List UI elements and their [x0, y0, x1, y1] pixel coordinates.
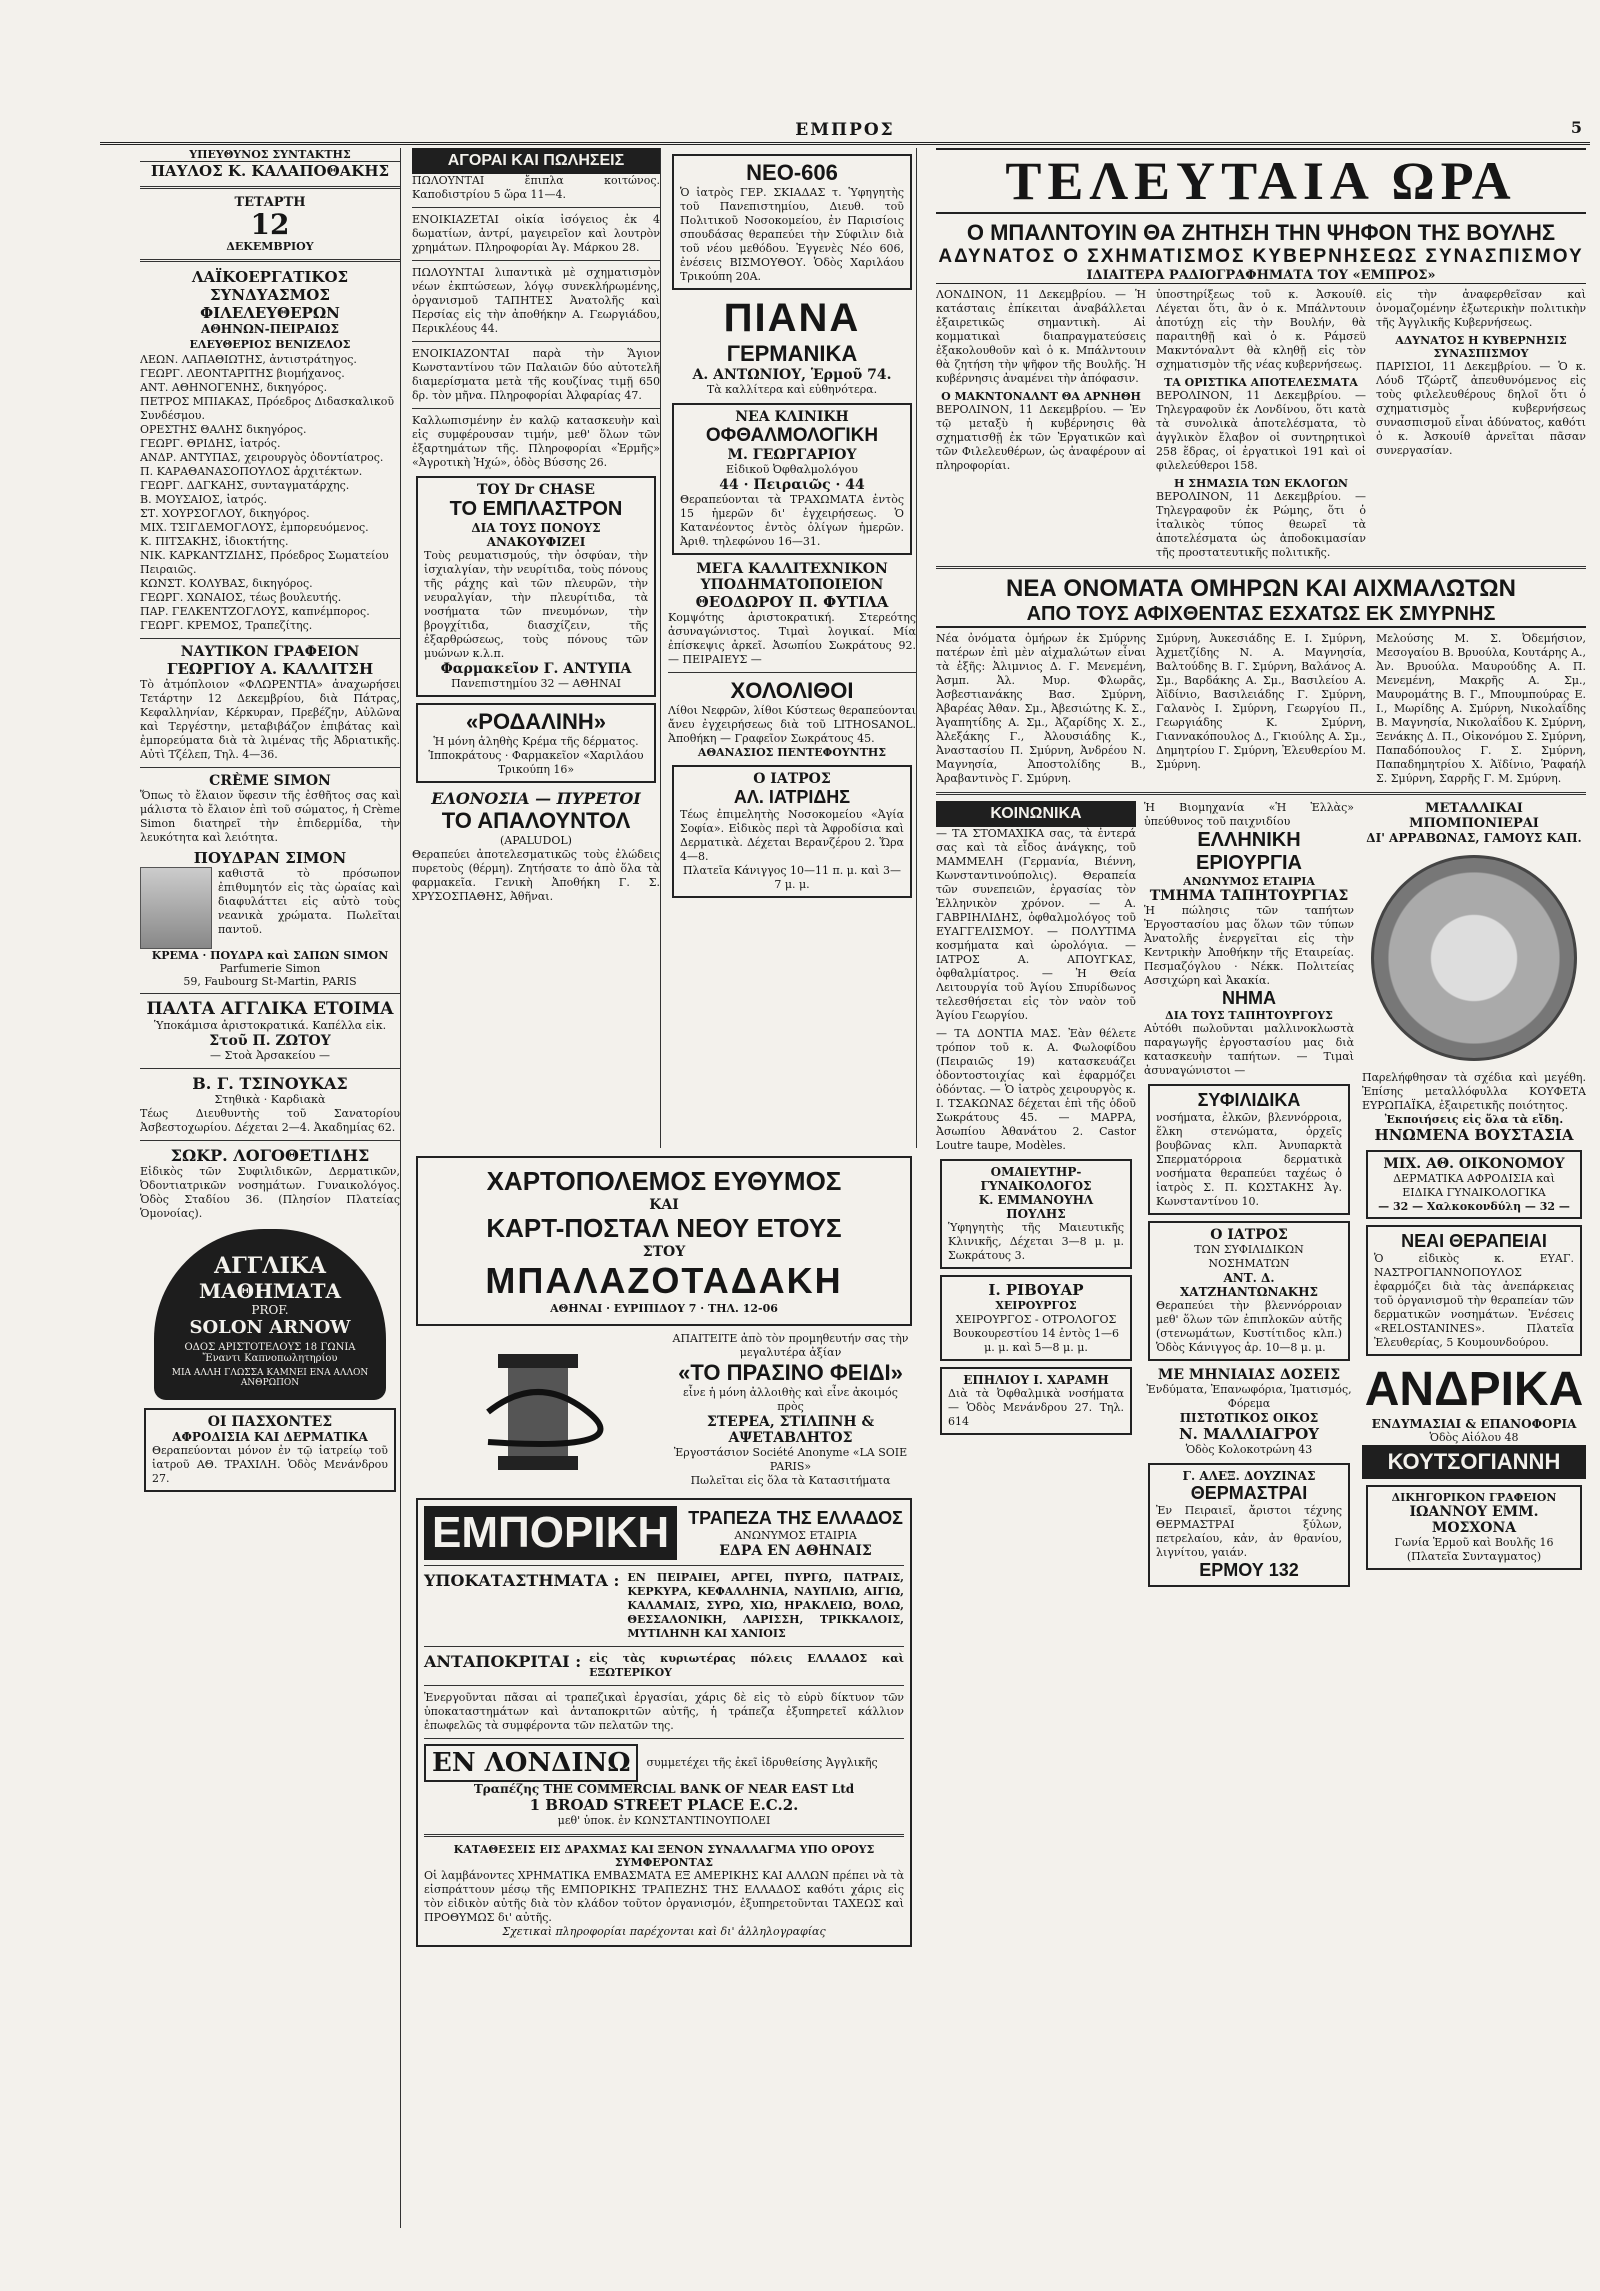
piano-sub: ΓΕΡΜΑΝΙΚΑ	[726, 341, 858, 366]
column-1	[140, 148, 401, 2228]
bank-text: Ἐνεργοῦνται πᾶσαι αἱ τραπεζικαὶ ἐργασίαι, χάρις δὲ εἰς τὸ εὐρὺ δίκτυον τῶν ὑποκαταστημάτων καὶ ἀνταποκριτῶν αὐτῆς, ἡ τράπεζα ἐξυπηρετεῖ κάλλιον ἐπωφελῶς τὰ συμφέροντα τῶν πελατῶν της.	[424, 1691, 904, 1732]
koinonika-title: ΚΟΙΝΩΝΙΚΑ	[936, 801, 1136, 827]
powder-text: καθιστᾶ τὸ πρόσωπον ἐπιθυμητόν εἰς τὰς ὡραίας καὶ διαφυλάττει εἰς αὐτὸ τοὺς νεανικὰ χρώματα. Πωλεῖται παντοῦ.	[218, 867, 400, 936]
bell-line-5: ΟΔΟΣ ΑΡΙΣΤΟΤΕΛΟΥΣ 18 ΓΩΝΙΑ	[184, 1342, 356, 1353]
club-member-17: ΓΕΩΡΓ. ΚΡΕΜΟΣ, Τραπεζίτης.	[140, 619, 313, 632]
news-2-heading-b: Η ΣΗΜΑΣΙΑ ΤΩΝ ΕΚΛΟΓΩΝ	[1174, 477, 1348, 490]
hololithoi-title: ΧΟΛΟΛΙΘΟΙ	[730, 678, 854, 703]
eye-clinic-name: Μ. ΓΕΩΡΓΑΡΙΟΥ	[727, 447, 857, 463]
classified-1: ΠΩΛΟΥΝΤΑΙ ἔπιπλα κοιτώνος. Καποδιστρίου 5 ὥρα 11—4.	[412, 174, 660, 201]
bonbonniere-seal-illustration	[1371, 855, 1577, 1061]
war-title: ΧΑΡΤΟΠΟΛΕΜΟΣ ΕΥΘΥΜΟΣ	[486, 1166, 842, 1196]
snake-address: Πωλεῖται εἰς ὅλα τὰ Κατασιτήματα	[690, 1474, 891, 1487]
metal-firm: ΗΝΩΜΕΝΑ ΒΟΥΣΤΑΣΙΑ	[1374, 1126, 1574, 1144]
rodalini-sub: Ἡ μόνη ἀληθὴς Κρέμα τῆς δέρματος.	[433, 735, 639, 748]
therapies-text: Ὁ εἰδικὸς κ. ΕΥΑΓ. ΝΑΣΤΡΟΓΙΑΝΝΟΠΟΥΛΟΣ ἐφαρμόζει διὰ τὰς ἀνεπάρκειας τοῦ ὀργανισμοῦ τὴν θεραπείαν τῶν δερματικῶν νοσημάτων. Ἐνέσεις «RELOSTANINES». Πλατεῖα Ἐλευθερίας, 5 Κουμουνδούρου.	[1374, 1252, 1574, 1349]
club-member-list	[140, 353, 400, 633]
adelf-line: ΑΘΑΝΑΣΙΟΣ ΠΕΝΤΕΦΟΥΝΤΗΣ	[697, 746, 887, 759]
war-address: ΑΘΗΝΑΙ · ΕΥΡΙΠΙΔΟΥ 7 · ΤΗΛ. 12-06	[550, 1302, 778, 1315]
tsinoukas-text: Τέως Διευθυντὴς τοῦ Σανατορίου Ἀσβεστοχωρίου. Δέχεται 2—4. Ἀκαδημίας 62.	[140, 1107, 400, 1134]
nima-sub: ΔΙΑ ΤΟΥΣ ΤΑΠΗΤΟΥΡΓΟΥΣ	[1165, 1009, 1333, 1022]
neo606-text: Ὁ ἰατρὸς ΓΕΡ. ΣΚΙΑΔΑΣ τ. Ὑφηγητὴς τοῦ Πανεπιστημίου, Διευθ. τοῦ Πολιτικοῦ Νοσοκομείου, ἐν Παρισίοις σπουδάσας θεραπεύει τὴν Σύφιλιν διὰ τοῦ νέου μεθόδου. Ἐγγενὲς Νέο 606, ἐνέσεις ΒΙΣΜΟΥΘΟΥ. Ὁδὸς Χαριλάου Τρικούπη 20Α.	[680, 186, 904, 283]
war-shop: ΜΠΑΛΑΖΟΤΑΔΑΚΗ	[485, 1260, 843, 1301]
page-header	[100, 118, 1590, 145]
douzinas-title: ΘΕΡΜΑΣΤΡΑΙ	[1190, 1483, 1308, 1503]
iatridis-address: Πλατεῖα Κάνιγγος 10—11 π. μ. καὶ 3—7 μ. μ.	[682, 864, 902, 891]
club-member-9: Β. ΜΟΥΣΑΙΟΣ, ἰατρός.	[140, 493, 268, 506]
club-member-7: Π. ΚΑΡΑΘΑΝΑΣΟΠΟΥΛΟΣ ἀρχιτέκτων.	[140, 465, 363, 478]
correspondents-text: εἰς τὰς κυριωτέρας πόλεις ΕΛΛΑΔΟΣ καὶ ΕΞΩΤΕΡΙΚΟΥ	[589, 1652, 904, 1679]
bell-line-6: Ἔναντι Καπνοπωλητηρίου	[202, 1353, 338, 1364]
london-bank: Τραπέζης THE COMMERCIAL BANK OF NEAR EAST Ltd	[473, 1782, 855, 1796]
andrika-name: ΚΟΥΤΣΟΓΙΑΝΝΗ	[1362, 1445, 1586, 1479]
metal-text: Παρελήφθησαν τὰ σχέδια καὶ μεγέθη. Ἐπίσης μεταλλόφυλλα ΚΟΥΦΕΤΑ ΕΥΡΩΠΑΪΚΑ, ἐξαιρετικῆς ποιότητος.	[1362, 1071, 1586, 1112]
london-address: 1 BROAD STREET PLACE E.C.2.	[529, 1796, 799, 1814]
metal-title: ΜΕΤΑΛΛΙΚΑΙ ΜΠΟΜΠΟΝΙΕΡΑΙ	[1409, 801, 1539, 831]
club-member-3: ΠΕΤΡΟΣ ΜΠΙΑΚΑΣ, Πρόεδρος Διδασκαλικοῦ Συνδέσμου.	[140, 395, 395, 422]
tsinoukas-name: Β. Γ. ΤΣΙΝΟΥΚΑΣ	[192, 1074, 348, 1093]
mammeli-text: Ὑφηγητὴς τῆς Μαιευτικῆς Κλινικῆς, Δέχεται 3—8 μ. μ. Σωκράτους 3.	[948, 1221, 1124, 1262]
metal-note: Ἐκποιήσεις εἰς ὅλα τὰ εἴδη.	[1384, 1113, 1564, 1126]
editor-name: ΠΑΥΛΟΣ Κ. ΚΑΛΑΠΟΘΑΚΗΣ	[150, 162, 390, 180]
club-member-11: ΜΙΧ. ΤΣΙΓΔΕΜΟΓΛΟΥΣ, ἐμπορευόμενος.	[140, 521, 369, 534]
bell-line-3: PROF.	[251, 1303, 289, 1317]
news-1-heading: Ο ΜΑΚΝΤΟΝΑΛΝΤ ΘΑ ΑΡΝΗΘΗ	[941, 390, 1141, 403]
andrika-address: Ὁδὸς Αἰόλου 48	[1429, 1431, 1519, 1444]
club-member-0: ΛΕΩΝ. ΛΑΠΑΘΙΩΤΗΣ, ἀντιστράτηγος.	[140, 353, 357, 366]
oikonomou-name: ΜΙΧ. ΑΘ. ΟΙΚΟΝΟΜΟΥ	[1383, 1156, 1565, 1172]
apaludol-text: Θεραπεύει ἀποτελεσματικῶς τοὺς ἐλώδεις πυρετοὺς (θέρμη). Ζητήσατε το ἀπὸ ὅλα τὰ φαρμακεῖα. Γενικὴ Ἀποθήκη Γ. Σ. ΧΡΥΣΟΣΠΑΘΗΣ, Ἀθῆναι.	[412, 848, 660, 903]
issue-date: 12	[250, 208, 290, 241]
bank-title: ΤΡΑΠΕΖΑ ΤΗΣ ΕΛΛΑΔΟΣ	[688, 1507, 903, 1528]
main-news-area	[936, 148, 1586, 2248]
shoe-name: ΘΕΟΔΩΡΟΥ Π. ΦΥΤΙΛΑ	[695, 593, 889, 611]
remittance-text: Οἱ λαμβάνοντες ΧΡΗΜΑΤΙΚΑ ΕΜΒΑΣΜΑΤΑ ΕΞ ΑΜΕΡΙΚΗΣ ΚΑΙ ΑΛΛΩΝ πρέπει νὰ τὰ εἰσπράττουν μέσῳ τῆς ΕΜΠΟΡΙΚΗΣ ΤΡΑΠΕΖΗΣ ΤΗΣ ΕΛΛΑΔΟΣ καθότι χάρις εἰς τὸν εἰδικὸν αὐτῆς διὰ τὸν κλάδον τοῦτον ὀργανισμόν, ἐξυπηρετοῦνται ΤΑΧΕΩΣ καὶ ΠΡΟΘΥΜΩΣ δι' αὐτῆς.	[424, 1869, 904, 1924]
rodalini-title: «ΡΟΔΑΛΙΝΗ»	[466, 709, 606, 734]
chase-text: Τοὺς ρευματισμούς, τὴν ὀσφύαν, τὴν ἰσχιαλγίαν, τὴν νευρίτιδα, τοὺς πόνους τῆς ράχης καὶ τῶν πλευρῶν, τὴν νευραλγίαν, τὴν πλευρίτιδα, τὰ νοσήματα τῶν πνευμόνων, τὴν βρογχίτιδα, διασχίζειν, τῆς ἐξαρθρώσεως, τοὺς πόνους τῶν μυώνων κ.λ.π.	[424, 549, 648, 660]
classified-3: ΠΩΛΟΥΝΤΑΙ λιπαντικὰ μὲ σχηματισμὸν νέων ἐκπτώσεων, λόγῳ συνεκλήρωμένης, ὀργανισμοῦ ΤΑΠΗΤΕΣ Ἀνατολῆς καὶ Περσίας εἰς τὴν ἀποθήκην Α. Γεωργιάδου, Περικλέους 44.	[412, 266, 660, 335]
page-number: 5	[1570, 118, 1582, 137]
bank-sub: ΑΝΩΝΥΜΟΣ ΕΤΑΙΡΙΑ	[734, 1528, 857, 1542]
middle-ads-column	[936, 801, 1136, 1593]
lower-wide-block	[412, 1150, 916, 1953]
parfumerie-name: Parfumerie Simon	[219, 962, 321, 975]
news-3: εἰς τὴν ἀναφερθεῖσαν καὶ ὀνομαζομένην ἐξωτερικὴν πολιτικὴν τῆς Ἀγγλικῆς Κυβερνήσεως.	[1376, 288, 1586, 329]
eye-clinic-text: Θεραπεύονται τὰ ΤΡΑΧΩΜΑΤΑ ἐντὸς 15 ἡμερῶν δι' ἐγχειρήσεως. Ὁ Κατανέοντος ἐντὸς ὀλίγων ἡμερῶν. Ἀριθ. τηλεφώνου 16—31.	[680, 493, 904, 548]
news-1-body: ΒΕΡΟΛΙΝΟΝ, 11 Δεκεμβρίου. — Ἐν τῷ μεταξὺ ἡ κυβέρνησις θὰ σχηματισθῇ ἐκ τῶν Ἐργατικῶν καὶ τῶν Φιλελευθέρων, ὡς ἀναφέρουν αἱ πληροφορίαι.	[936, 403, 1146, 472]
chase-maker: Φαρμακεῖον Γ. ΑΝΤΥΠΑ	[440, 661, 632, 677]
issue-day: ΤΕΤΑΡΤΗ	[234, 195, 306, 210]
branches-list: ΕΝ ΠΕΙΡΑΙΕΙ, ΑΡΓΕΙ, ΠΥΡΓΩ, ΠΑΤΡΑΙΣ, ΚΕΡΚΥΡΑ, ΚΕΦΑΛΛΗΝΙΑ, ΝΑΥΠΛΙΩ, ΑΙΓΙΩ, ΚΑΛΑΜΑΙΣ, ΣΥΡΩ, ΧΙΩ, ΗΡΑΚΛΕΙΩ, ΒΟΛΩ, ΘΕΣΣΑΛΟΝΙΚΗ, ΛΑΡΙΣΣΗ, ΤΡΙΚΚΑΛΟΙΣ, ΜΥΤΙΛΗΝΗ ΚΑΙ ΧΑΝΙΟΙΣ	[627, 1571, 904, 1640]
column-3	[668, 148, 917, 1148]
oikonomou-spec: ΔΕΡΜΑΤΙΚΑ ΑΦΡΟΔΙΣΙΑ καὶ ΕΙΔΙΚΑ ΓΥΝΑΙΚΟΛΟΓΙΚΑ	[1393, 1172, 1555, 1199]
iatridis-name: ΑΛ. ΙΑΤΡΙΔΗΣ	[733, 787, 851, 807]
neo606-title: ΝΕΟ-606	[746, 160, 838, 185]
iatridis-text: Τέως ἐπιμελητὴς Νοσοκομείου «Ἀγία Σοφία». Εἰδικὸς περὶ τὰ Ἀφροδίσια καὶ Δερματικὰ. Δέχεται Βερανζέρου 2. Ὥρα 4—8.	[680, 808, 904, 863]
douzinas-text: Ἐν Πειραιεῖ, ἄριστοι τέχνης ΘΕΡΜΑΣΤΡΑΙ ξύλων, πετρελαίου, κἀν, ἀν θρανίου, λιγνίτου, γαιάν.	[1156, 1504, 1342, 1559]
war-cards: ΚΑΡΤ-ΠΟΣΤΑΛ ΝΕΟΥ ΕΤΟΥΣ	[486, 1213, 842, 1243]
iatridis-label: Ο ΙΑΤΡΟΣ	[753, 771, 831, 787]
apaludol-big: ΤΟ ΑΠΑΛΟΥΝΤΟΛ	[441, 808, 631, 833]
logothetidis-name: ΣΩΚΡ. ΛΟΓΟΘΕΤΙΔΗΣ	[170, 1146, 370, 1165]
london-text: συμμετέχει τῆς ἐκεῖ ἰδρυθείσης Ἀγγλικῆς	[646, 1756, 878, 1769]
news-2-body-b: ΒΕΡΟΛΙΝΟΝ, 11 Δεκεμβρίου. — Τηλεγραφοῦν ἐκ Ρώμης, ὅτι ὁ ἰταλικὸς τύπος θεωρεῖ τὰ ἀποτελέσματα ὡς ἀποδοκιμασίαν τῆς προστατευτικῆς πολιτικῆς.	[1156, 490, 1366, 559]
parfumerie-address: 59, Faubourg St-Martin, PARIS	[183, 975, 357, 988]
logothetidis-text: Εἰδικὸς τῶν Συφιλιδικῶν, Δερματικῶν, Ὀδοντιατρικῶν νοσημάτων. Γυναικολόγος. Ὁδὸς Σταδίου 36. (Πλησίον Πλατείας Ὁμονοίας).	[140, 1165, 400, 1220]
london-branch: μεθ' ὑποκ. ἐν ΚΩΝΣΤΑΝΤΙΝΟΥΠΟΛΕΙ	[557, 1814, 771, 1827]
koinonika-text-b: — ΤΑ ΔΟΝΤΙΑ ΜΑΣ. Ἐὰν θέλετε τρόπον τοῦ κ. Α. Φωλοφίδου (Πειραιῶς 19) κατασκευάζει ὀδοντοστοιχίας καὶ ἐφαρμόζει ὀδόντας. — Ὁ ἰατρὸς χειρουργὸς κ. Ι. ΤΣΑΚΩΝΑΣ δέχεται ἐπὶ τῆς ὁδοῦ Σωκράτους 45. — ΜΑΡΡΑ, Ἀσωπίου Ἀθανάτου 2. Castor Loutre taupe, Modèles.	[936, 1027, 1136, 1152]
koinonika-text: — ΤΑ ΣΤΟΜΑΧΙΚΑ σας, τὰ ἐντερά σας καὶ τὰ εἶδος ἀνάγκης, τοῦ ΜΑΜΜΕΛΗ (Γερμανία, Βιέννη, Κωνσταντινούπολις). Θεραπεία τῶν συνεπειῶν, ἐργασίας τὸν Ἑλληνικὸν χρόνον. — Α. ΓΑΒΡΙΗΛΙΔΗΣ, ὀφθαλμολόγος τοῦ ΕΥΑΓΓΕΛΙΣΜΟΥ. — ΠΟΛΥΤΙΜΑ κοσμήματα καὶ ὡρολόγια. — ΙΑΤΡΟΣ Α. ΑΠΟΥΓΚΑΣ, ὀφθαλμίατρος. — Ἡ Θεία Λειτουργία τοῦ Ἁγίου Σπυρίδωνος τελεσθήσεται εἰς τὸν ναὸν τοῦ Ἁγίου Γεωργίου.	[936, 827, 1136, 1022]
mammeli-title: ΟΜΑΙΕΥΤΗΡ-ΓΥΝΑΙΚΟΛΟΓΟΣ	[980, 1165, 1092, 1193]
chase-big: ΤΟ ΕΜΠΛΑΣΤΡΟΝ	[449, 498, 623, 520]
club-lead: ΕΛΕΥΘΕΡΙΟΣ ΒΕΝΙΖΕΛΟΣ	[189, 338, 351, 351]
issue-month: ΔΕΚΕΜΒΡΙΟΥ	[226, 240, 314, 253]
names-col-c: Μελούσης Μ. Σ. Ὀδεμήσιον, Μεσογαίου Β. Βρυούλα, Κουτάρης Α., Ἀν. Βρυούλα. Μαυρούδης Α. Π. Μενεμένη, Μακρῆς Α. Σμ., Μαυρομάτης Β. Γ., Μπουμπούρας Ε. Ι., Μωρίδης Α. Σμύρνη, Νικολαΐδης Β. Μαγνησία, Νικολαΐδου Κ. Σμύρνη, Ξενάκης Δ. Π., Οἰκονόμου Σ. Σμύρνη, Παπαδόπουλος Γ. Σ. Σμύρνη, Παπαδημητρίου Χ. Ἀϊδίνιο, Ῥαφαήλ Σ. Σμύρνη, Σαρρῆς Γ. Μ. Σμύρνη.	[1376, 632, 1586, 785]
club-title: ΛΑΪΚΟΕΡΓΑΤΙΚΟΣ ΣΥΝΔΥΑΣΜΟΣ ΦΙΛΕΛΕΥΘΕΡΩΝ	[191, 268, 349, 322]
right-ads-column	[1362, 801, 1586, 1593]
harami-title: ΕΠΗΛΙΟΥ Ι. ΧΑΡΑΜΗ	[963, 1373, 1109, 1387]
snake-text: εἶνε ἡ μόνη ἀλλοιθὴς καὶ εἶνε ἀκοιμός πρὸς	[683, 1386, 898, 1413]
eriourgia-text: Ἡ πώλησις τῶν ταπήτων Ἐργοστασίου μας ὅλων τῶν τύπων Ἀνατολῆς ἐνεργεῖται εἰς τὴν Κεντρικὴν Ἀποθήκην τῆς Εταιρείας. Πεσμαζόγλου · Νέκκ. Πολιτείας Ασσιχώρη καὶ Ἀκακία.	[1144, 904, 1354, 987]
club-member-13: ΝΙΚ. ΚΑΡΚΑΝΤΖΙΔΗΣ, Πρόεδρος Σωματείου Πειραιῶς.	[140, 549, 389, 576]
bell-line-1: ΑΓΓΛΙΚΑ	[214, 1253, 326, 1279]
shoe-text: Κομψότης ἀριστοκρατική. Στερεότης ἀσυναγώνιστος. Τιμαὶ λογικαί. Μία ἐπίσκεψις ἀρκεῖ. Ἀσωπίου Σωκράτους 92. — ΠΕΙΡΑΙΕΥΣ —	[668, 611, 916, 666]
club-member-4: ΟΡΕΣΤΗΣ ΘΑΛΗΣ δικηγόρος.	[140, 423, 307, 436]
chase-address: Πανεπιστημίου 32 — ΑΘΗΝΑΙ	[451, 677, 621, 690]
english-coats-sub: Ὑποκάμισα ἀριστοκρατικά. Καπέλλα εἰκ.	[153, 1019, 387, 1032]
zant-name: ΑΝΤ. Δ. ΧΑΤΖΗΑΝΤΩΝΑΚΗΣ	[1179, 1271, 1319, 1299]
pax-sub: ΑΦΡΟΔΙΣΙΑ ΚΑΙ ΔΕΡΜΑΤΙΚΑ	[172, 1430, 368, 1444]
news-2-body: ΒΕΡΟΛΙΝΟΝ, 11 Δεκεμβρίου. — Τηλεγραφοῦν ἐκ Λονδίνου, ὅτι κατὰ τὰ συνολικὰ ἀποτελέσματα, τὸ ἀγγλικὸν ἔλαβον οἱ συντηρητικοὶ 258 ἕδρας, οἱ ἐργατικοὶ 191 καὶ οἱ φιλελεύθεροι 158.	[1156, 389, 1366, 472]
classified-4: ΕΝΟΙΚΙΑΖΟΝΤΑΙ παρὰ τὴν Ἅγιον Κωνσταντίνου τῶν Παλαιῶν δύο αὐτοτελῆ διαμερίσματα μετὰ τῆς κουζίνας τιμῇ 650 δρ. τὸν μῆνα. Πληροφορίαι Ἀλφαρίας 47.	[412, 347, 660, 402]
english-coats-street: — Στοὰ Ἀρσακείου —	[210, 1049, 330, 1062]
harami-text: Διὰ τὰ Ὀφθαλμικὰ νοσήματα — Ὁδὸς Μενάνδρου 27. Τηλ. 614	[948, 1387, 1124, 1428]
news-3-body: ΠΑΡΙΣΙΟΙ, 11 Δεκεμβρίου. — Ὁ κ. Λόυδ Τζώρτζ ἀπευθυνόμενος εἰς τοὺς φιλελευθέρους δηλοῖ ὅτι ὁ σχηματισμὸς κυβερνήσεως συνασπισμοῦ εἶναι ἀδύνατος, καθότι ὁ κ. Ἀσκουίθ ἀρνεῖται πᾶσαν συνεργασίαν.	[1376, 360, 1586, 457]
syphilidika-text: νοσήματα, ἐλκῶν, βλεννόρροια, ἕλκη στενώματα, ὀρχεῖς βουβῶνας κλπ. Ἀνυπαρκτὰ Σπερματόρροια δερματικὰ νοσήματα θεραπεύει ταχέως ὁ ἰατρὸς Σ. Π. ΚΩΣΤΑΚΗΣ Ἀγ. Κωνσταντίνου 10.	[1156, 1111, 1342, 1208]
lawyer-name: ΙΩΑΝΝΟΥ ΕΜΜ. ΜΟΣΧΟΝΑ	[1409, 1504, 1539, 1536]
editor-label: ΥΠΕΥΘΥΝΟΣ ΣΥΝΤΑΚΤΗΣ	[140, 148, 400, 162]
rivoir-title: Ι. ΡΙΒΟΥΑΡ	[988, 1281, 1084, 1299]
eriourgia-title: ΕΛΛΗΝΙΚΗ ΕΡΙΟΥΡΓΙΑ	[1196, 829, 1302, 874]
eriourgia-dept: ΤΜΗΜΑ ΤΑΠΗΤΟΥΡΓΙΑΣ	[1149, 888, 1349, 904]
classified-5: Καλλωπισμένην ἐν καλῷ κατασκευὴν καὶ εἰς συμφέρουσαν τιμήν, μεθ' ὅλων τῶν ἐξαρτημάτων τῆς. Πληροφορίαι «Ἑρμῆς» «Ἀγροτικὴ Ἠχώ», ὁδὸς Βύσσης 26.	[412, 414, 660, 469]
middle-ads-column-2	[1144, 801, 1354, 1593]
eye-clinic-address: 44 · Πειραιῶς · 44	[719, 477, 865, 493]
andrika-sub: ΕΝΔΥΜΑΣΙΑΙ & ΕΠΑΝΟΦΟΡΙΑ	[1371, 1417, 1577, 1431]
eriourgia-sub: ΑΝΩΝΥΜΟΣ ΕΤΑΙΡΙΑ	[1183, 875, 1315, 888]
creme-text: Ὅπως τὸ ἔλαιον ὕφεσιν τῆς ἐσθῆτος σας καὶ μάλιστα τὸ ἔλαιον ἐπὶ τοῦ σώματος, ἡ Crème Simon διατηρεῖ τὴν ἐπιδερμίδα, τὴν λευκότητα καὶ λειότητα.	[140, 789, 400, 844]
dolls-line: Ἡ Βιομηχανία «Ἡ Ἑλλὰς» ὑπεύθυνος τοῦ παιχνιδίου	[1144, 801, 1354, 828]
piano-title: ΠΙΑΝΑ	[723, 296, 861, 340]
credit-address: Ὁδὸς Κολοκοτρώνη 43	[1185, 1443, 1313, 1456]
headline: ΤΕΛΕΥΤΑΙΑ ΩΡΑ	[936, 148, 1586, 214]
monthly-title: ΜΕ ΜΗΝΙΑΙΑΣ ΔΟΣΕΙΣ	[1157, 1367, 1341, 1383]
nima-text: Αὐτόθι πωλοῦνται μαλλινοκλωστὰ παραγωγῆς ἐργοστασίου μας διὰ κατασκευὴν ταπήτων. — Τιμαὶ ἀσυναγώνιστοι —	[1144, 1022, 1354, 1077]
office-title: ΝΑΥΤΙΚΟΝ ΓΡΑΦΕΙΟΝ	[180, 644, 360, 660]
parfumerie-line: KΡΕΜΑ · ΠΟΥΔΡΑ καὶ ΣΑΠΩΝ SIMON	[151, 949, 389, 962]
deposits-caps: ΚΑΤΑΘΕΣΕΙΣ ΕΙΣ ΔΡΑΧΜΑΣ ΚΑΙ ΞΕΝΟΝ ΣΥΝΑΛΛΑΓΜΑ ΥΠΟ ΟΡΟΥΣ ΣΥΜΦΕΡΟΝΤΑΣ	[453, 1843, 875, 1869]
rivoir-sub: ΧΕΙΡΟΥΡΓΟΣ	[995, 1299, 1077, 1312]
pax-title: ΟΙ ΠΑΣΧΟΝΤΕΣ	[207, 1414, 333, 1430]
eye-clinic-sub: Εἰδικοῦ Ὀφθαλμολόγου	[726, 463, 858, 476]
syphilidika-title: ΣΥΦΙΛΙΔΙΚΑ	[1197, 1090, 1301, 1110]
creme-title: CRÈME SIMON	[209, 773, 331, 789]
rivoir-sub-2: ΧΕΙΡΟΥΡΓΟΣ - ΟΤΡΟΛΟΓΟΣ	[955, 1313, 1117, 1326]
club-member-16: ΠΑΡ. ΓΕΛΚΕΝΤΖΟΓΛΟΥΣ, καπνέμπορος.	[140, 605, 370, 618]
snake-sub: ΣΤΕΡΕΑ, ΣΤΙΛΠΝΗ & ΑΨΕΤΑΒΛΗΤΟΣ	[706, 1414, 875, 1446]
snake-maker: Ἐργοστάσιον Société Anonyme «LA SOIE PARIS»	[673, 1446, 908, 1473]
club-member-10: ΣΤ. ΧΟΥΡΣΟΓΛΟΥ, δικηγόρος.	[140, 507, 310, 520]
bell-line-2: ΜΑΘΗΜΑΤΑ	[198, 1279, 342, 1303]
zant-sub: ΤΩΝ ΣΥΦΙΛΙΔΙΚΩΝ ΝΟΣΗΜΑΤΩΝ	[1194, 1243, 1304, 1270]
lawyer-title: ΔΙΚΗΓΟΡΙΚΟΝ ΓΡΑΦΕΙΟΝ	[1391, 1491, 1557, 1504]
chase-sub: ΔΙΑ ΤΟΥΣ ΠΟΝΟΥΣ	[471, 521, 601, 535]
therapies-title: ΝΕΑΙ ΘΕΡΑΠΕΙΑΙ	[1401, 1231, 1547, 1251]
london-big: ΕΝ ΛΟΝΔΙΝΩ	[424, 1744, 638, 1782]
chase-title: ΤΟΥ Dr CHASE	[477, 482, 595, 498]
snake-title: «ΤΟ ΠΡΑΣΙΝΟ ΦΕΙΔΙ»	[678, 1360, 903, 1385]
english-coats-shop: Στοῦ Π. ΖΩΤΟΥ	[209, 1033, 331, 1049]
column-2	[412, 148, 661, 1148]
correspondents-label: ΑΝΤΑΠΟΚΡΙΤΑΙ :	[424, 1652, 582, 1671]
eye-clinic-title: ΝΕΑ ΚΛΙΝΙΚΗ	[735, 409, 849, 425]
club-member-8: ΓΕΩΡΓ. ΔΑΓΚΑΗΣ, συνταγματάρχης.	[140, 479, 350, 492]
deck-3: ΙΔΙΑΙΤΕΡΑ ΡΑΔΙΟΓΡΑΦΗΜΑΤΑ ΤΟΥ «ΕΜΠΡΟΣ»	[936, 268, 1586, 284]
bell-line-4: SOLON ARNOW	[189, 1317, 351, 1338]
club-member-15: ΓΕΩΡΓ. ΧΩΝΑΙΟΣ, τέως βουλευτής.	[140, 591, 342, 604]
shoe-title: ΜΕΓΑ ΚΑΛΛΙΤΕΧΝΙΚΟΝ	[696, 561, 888, 577]
credit-title: ΠΙΣΤΩΤΙΚΟΣ ΟΙΚΟΣ	[1179, 1411, 1319, 1425]
apaludol-latin: (APALUDOL)	[500, 834, 572, 847]
news-2-heading: ΤΑ ΟΡΙΣΤΙΚΑ ΑΠΟΤΕΛΕΣΜΑΤΑ	[1164, 376, 1358, 389]
names-title: ΝΕΑ ΟΝΟΜΑΤΑ ΟΜΗΡΩΝ ΚΑΙ ΑΙΧΜΑΛΩΤΩΝ	[1006, 575, 1516, 602]
club-member-5: ΓΕΩΡΓ. ΘΡΙΔΗΣ, ἰατρός.	[140, 437, 281, 450]
names-col-b: Σμύρνη, Ἀυκεσιάδης Ε. Ι. Σμύρνη, Ἀχμετζίδης Ν. Α. Μαγνησία, Βαλτούδης Β. Γ. Σμύρνη, Βαλάνος Α. Σμ., Βαρδάκης Α. Σμ., Βασιλείου Α. Ἀϊδίνιο, Βασιλειάδης Γ. Σμύρνη, Γαλανὸς Ι. Σμύρνη, Γεωργίου Π., Γεωργιάδης Κ. Σμύρνη, Γιαννακόπουλος Δ., Γκιούλης Α. Σμ., Δημητρίου Γ. Σμύρνη, Ἐλευθερίου Μ. Σμύρνη.	[1156, 632, 1366, 771]
bank-big: ΕΜΠΟΡΙΚΗ	[424, 1506, 677, 1560]
andrika-big: ΑΝΔΡΙΚΑ	[1364, 1363, 1584, 1416]
masthead: ΕΜΠΡΟΣ	[795, 120, 895, 140]
nima-title: ΝΗΜΑ	[1222, 988, 1276, 1008]
douzinas-address: ΕΡΜΟΥ 132	[1199, 1560, 1299, 1580]
english-lessons-bell-ad	[154, 1229, 386, 1400]
classifieds-title: ΑΓΟΡΑΙ ΚΑΙ ΠΩΛΗΣΕΙΣ	[412, 148, 660, 174]
bell-line-7: ΜΙΑ ΑΛΛΗ ΓΛΩΣΣΑ ΚΑΜΝΕΙ ΕΝΑ ΑΛΛΟΝ ΑΝΘΡΩΠΟΝ	[171, 1368, 369, 1388]
chase-sub2: ΑΝΑΚΟΥΦΙΖΕΙ	[486, 535, 586, 549]
bank-seat: ΕΔΡΑ ΕΝ ΑΘΗΝΑΙΣ	[719, 1542, 872, 1559]
office-name: ΓΕΩΡΓΙΟΥ Α. ΚΑΛΛΙΤΣΗ	[166, 660, 374, 678]
monthly-text: Ἐνδύματα, Ἐπανωφόρια, Ἱματισμός, Φόρεμα	[1146, 1383, 1352, 1410]
news-3-heading: ΑΔΥΝΑΤΟΣ Η ΚΥΒΕΡΝΗΣΙΣ ΣΥΝΑΣΠΙΣΜΟΥ	[1395, 334, 1567, 360]
mammeli-name: Κ. ΕΜΜΑΝΟΥΗΛ ΠΟΥΛΗΣ	[978, 1193, 1094, 1221]
war-and: ΚΑΙ	[649, 1197, 679, 1213]
credit-name: Ν. ΜΑΛΛΙΑΓΡΟΥ	[1178, 1425, 1320, 1443]
deck-2: ΑΔΥΝΑΤΟΣ Ο ΣΧΗΜΑΤΙΣΜΟΣ ΚΥΒΕΡΝΗΣΕΩΣ ΣΥΝΑΣΠΙΣΜΟΥ	[938, 246, 1584, 267]
war-at: ΣΤΟΥ	[642, 1244, 686, 1260]
office-text: Τὸ ἀτμόπλοιον «ΦΛΩΡΕΝΤΙΑ» ἀναχωρήσει Τετάρτην 12 Δεκεμβρίου, διὰ Πάτρας, Κεφαλληνίαν, Κέρκυραν, Πρεβέζην, Αὐλῶνα καὶ Τεργέστην, μεταβιβάζον ἐπιβάτας καὶ ἐμπορεύματα διὰ τὰ λιμένας τῆς Ἀδριατικῆς. Αὐτὶ Τζέλεπ, Τηλ. 4—36.	[140, 678, 400, 761]
english-coats-title: ΠΑΛΤΑ ΑΓΓΛΙΚΑ ΕΤΟΙΜΑ	[146, 999, 394, 1019]
hololithoi-text: Λίθοι Νεφρῶν, λίθοι Κύστεως θεραπεύονται ἄνευ ἐγχειρήσεως διὰ τοῦ LITHOSANOL. Ἀποθήκη — Γραφεῖον Σωκράτους 45.	[668, 704, 916, 745]
names-deck: ΑΠΟ ΤΟΥΣ ΑΦΙΧΘΕΝΤΑΣ ΕΣΧΑΤΩΣ ΕΚ ΣΜΥΡΝΗΣ	[936, 603, 1586, 628]
news-2: ὑποστηρίξεως τοῦ κ. Ἀσκουίθ. Λέγεται ὅτι, ἂν ὁ κ. Μπάλντουιν ἀποτύχῃ εἰς τὴν Βουλήν, θὰ παραιτηθῇ καὶ ὁ κ. Ράμσεϋ Μακντόναλντ θὰ κληθῇ εἰς τὸν σχηματισμὸν τῆς νέας κυβερνήσεως.	[1156, 288, 1366, 371]
metal-sub: ΔΙ' ΑΡΡΑΒΩΝΑΣ, ΓΑΜΟΥΣ ΚΑΠ.	[1366, 831, 1582, 845]
branches-label: ΥΠΟΚΑΤΑΣΤΗΜΑΤΑ :	[424, 1571, 620, 1590]
piano-note: Τὰ καλλίτερα καὶ εὐθηνότερα.	[706, 383, 878, 396]
club-member-2: ΑΝΤ. ΑΘΗΝΟΓΕΝΗΣ, δικηγόρος.	[140, 381, 328, 394]
remittance-note: Σχετικαὶ πληροφορίαι παρέχονται καὶ δι' ἀλληλογραφίας	[502, 1925, 826, 1938]
lawyer-address: Γωνία Ἑρμοῦ καὶ Βουλῆς 16 (Πλατεῖα Συνταγματος)	[1394, 1536, 1554, 1563]
zant-title: Ο ΙΑΤΡΟΣ	[1210, 1227, 1288, 1243]
club-member-12: Κ. ΠΙΤΣΑΚΗΣ, ἰδιοκτήτης.	[140, 535, 289, 548]
club-subtitle: ΑΘΗΝΩΝ-ΠΕΙΡΑΙΩΣ	[201, 322, 339, 336]
tsinoukas-sub: Στηθικὰ · Καρδιακὰ	[214, 1093, 326, 1106]
powder-illustration	[140, 867, 212, 949]
pax-text: Θεραπεύονται μόνον ἐν τῷ ἰατρείῳ τοῦ ἰατροῦ ΑΘ. ΤΡΑΧΙΛΗ. Ὁδὸς Μενάνδρου 27.	[152, 1444, 388, 1485]
piano-address: Α. ΑΝΤΩΝΙΟΥ, Ἑρμοῦ 74.	[692, 367, 892, 383]
powder-title: ΠΟΥΔΡΑΝ ΣΙΜΟΝ	[193, 849, 347, 867]
names-col-a: Νέα ὀνόματα ὁμήρων ἐκ Σμύρνης πατέρων ἐπὶ μὲν αἰχμαλώτων εἶναι τὰ ἑξῆς: Ἀλιμνιος Δ. Γ. Μενεμένη, Ἀσμπ. Ἀλ. Μυρ. Φλωρᾶς, Ἀσβεστιανάκης Βασ. Σμύρνη, Ἀβαρέας Ἀθαν. Σμ., Ἀβεσιώτης Κ. Σ., Ἀγαπητίδης Α. Σμ., Ἀζαρίδης Χ. Σ., Ἀλεξάκης Γ., Ἀλουσιάδης Κ., Ἀναστασίου Π. Σμύρνη, Ἀνδρέου Ν. Μαγνησία, Ἀποστολίδης Β., Ἀραβαντινὸς Γ. Σμύρνη.	[936, 632, 1146, 785]
douzinas-name: Γ. ΑΛΕΞ. ΔΟΥΖΙΝΑΣ	[1182, 1469, 1316, 1483]
club-member-6: ΑΝΔΡ. ΑΝΤΥΠΑΣ, χειρουργὸς ὀδοντίατρος.	[140, 451, 384, 464]
deck-1: Ο ΜΠΑΛΝΤΟΥΙΝ ΘΑ ΖΗΤΗΣΗ ΤΗΝ ΨΗΦΟΝ ΤΗΣ ΒΟΥΛΗΣ	[966, 220, 1556, 245]
club-member-1: ΓΕΩΡΓ. ΛΕΟΝΤΑΡΙΤΗΣ βιομήχανος.	[140, 367, 345, 380]
classified-2: ΕΝΟΙΚΙΑΖΕΤΑΙ οἰκία ἰσόγειος ἐκ 4 δωματίων, ἀντρί, μαγειρεῖον καὶ λουτρὸν χρημάτων. Πληροφορίαι Ἀγ. Μάρκου 28.	[412, 213, 660, 254]
news-1: ΛΟΝΔΙΝΟΝ, 11 Δεκεμβρίου. — Ἡ κατάσταις ἐπίκειται ἀναβάλλεται ἐξαιρετικῶς σημαντικὴ. Αἱ κομματικαὶ διαπραγματεύσεις ἐξακολουθοῦν καὶ ὁ κ. Μπάλντουιν θὰ ζητήση τὴν ψῆφον τῆς Βουλῆς. Ἡ κυβέρνησις ἀναμένει τὴν ἀπόφασιν.	[936, 288, 1146, 385]
snake-intro: ΑΠΑΙΤΕΙΤΕ ἀπὸ τὸν προμηθευτήν σας τὴν μεγαλυτέρα ἀξίαν	[672, 1332, 909, 1359]
oikonomou-address: — 32 — Χαλκοκονδύλη — 32 —	[1378, 1200, 1570, 1213]
snake-spool-illustration	[468, 1342, 608, 1482]
shoe-title-2: ΥΠΟΔΗΜΑΤΟΠΟΙΕΙΟΝ	[700, 577, 884, 593]
club-member-14: ΚΩΝΣΤ. ΚΟΛΥΒΑΣ, δικηγόρος.	[140, 577, 313, 590]
zant-text: Θεραπεύει τὴν βλεννόρροιαν μεθ' ὅλων τῶν ἐπιπλοκῶν αὐτῆς (στενωμάτων, Κυστίτιδος κλπ.) Ὁδὸς Κάνιγγος ἀρ. 10—8 μ. μ.	[1156, 1299, 1342, 1354]
apaludol-title: ΕΛΟΝΟΣΙΑ — ΠΥΡΕΤΟΙ	[431, 789, 641, 808]
rodalini-address: Ἱπποκράτους · Φαρμακεῖον «Χαριλάου Τρικούπη 16»	[428, 749, 644, 776]
eye-clinic-big: ΟΦΘΑΛΜΟΛΟΓΙΚΗ	[705, 425, 879, 446]
rivoir-text: Βουκουρεστίου 14 ἐντὸς 1—6 μ. μ. καὶ 5—8 μ. μ.	[953, 1327, 1119, 1354]
